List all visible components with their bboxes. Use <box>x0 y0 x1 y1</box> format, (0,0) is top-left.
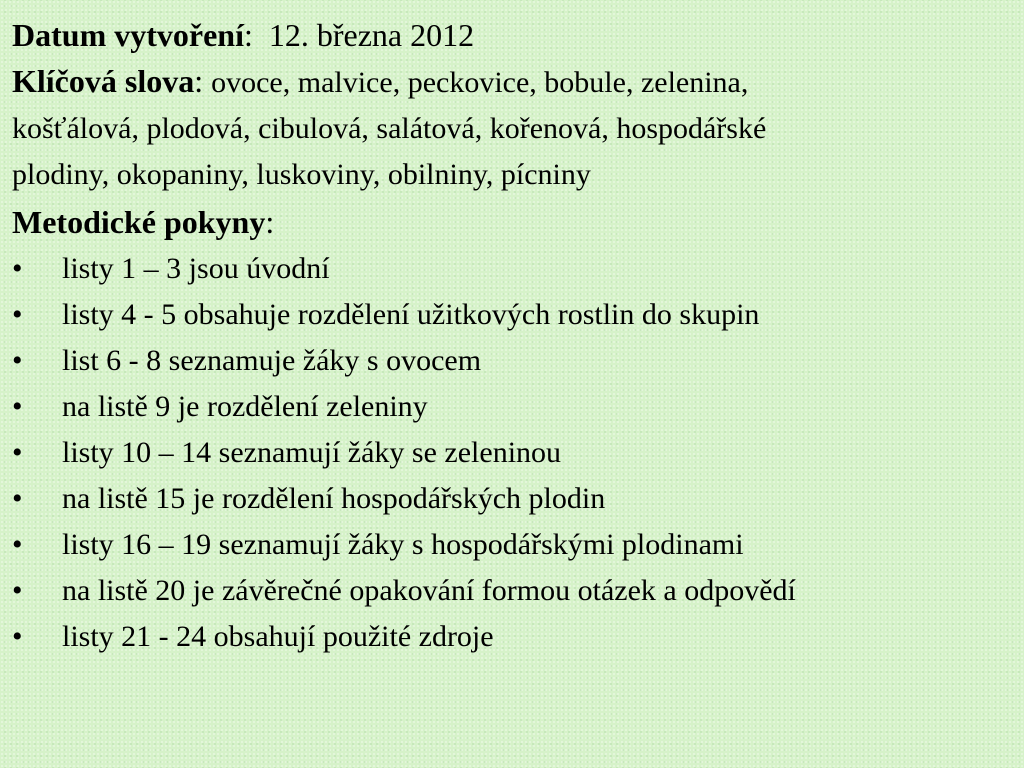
list-item <box>12 384 1014 430</box>
date-value: 12. března 2012 <box>268 17 475 53</box>
keywords-line-1 <box>12 58 1014 106</box>
bullet-icon: • <box>12 344 23 377</box>
bullet-icon: • <box>12 436 23 469</box>
list-item <box>12 522 1014 568</box>
list-item <box>12 338 1014 384</box>
list-item-text: listy 10 – 14 seznamují žáky se zeleninou <box>62 436 562 469</box>
list-item-text: listy 16 – 19 seznamují žáky s hospodářskými plodinami <box>62 528 744 561</box>
list-item-text: na listě 20 je závěrečné opakování formou otázek a odpovědí <box>62 574 796 607</box>
bullet-icon: • <box>12 620 23 653</box>
keywords-block <box>12 58 1014 198</box>
list-item-text: list 6 - 8 seznamuje žáky s ovocem <box>62 344 482 377</box>
keywords-text-1: ovoce, malvice, peckovice, bobule, zelenina, <box>211 66 749 99</box>
keywords-line-3: plodiny, okopaniny, luskoviny, obilniny, pícniny <box>12 158 591 191</box>
date-label: Datum vytvoření <box>12 17 244 53</box>
list-item-text: listy 1 – 3 jsou úvodní <box>62 252 330 285</box>
list-item-text: listy 4 - 5 obsahuje rozdělení užitkových rostlin do skupin <box>62 298 760 331</box>
bullet-icon: • <box>12 574 23 607</box>
list-item <box>12 476 1014 522</box>
list-item <box>12 246 1014 292</box>
method-separator: : <box>265 204 275 240</box>
bullet-icon: • <box>12 528 23 561</box>
date-line <box>12 12 1014 58</box>
keywords-separator: : <box>194 63 204 99</box>
list-item-text: na listě 9 je rozdělení zeleniny <box>62 390 428 423</box>
bullet-icon: • <box>12 482 23 515</box>
list-item <box>12 430 1014 476</box>
list-item <box>12 614 1014 660</box>
method-list <box>12 246 1014 660</box>
bullet-icon: • <box>12 298 23 331</box>
list-item-text: listy 21 - 24 obsahují použité zdroje <box>62 620 494 653</box>
list-item <box>12 568 892 614</box>
list-item <box>12 292 1014 338</box>
list-item-text: na listě 15 je rozdělení hospodářských plodin <box>62 482 606 515</box>
date-separator: : <box>243 17 253 53</box>
method-label: Metodické pokyny <box>12 204 266 240</box>
keywords-label: Klíčová slova <box>12 63 195 99</box>
keywords-line-2: košťálová, plodová, cibulová, salátová, kořenová, hospodářské <box>12 112 767 145</box>
bullet-icon: • <box>12 252 23 285</box>
method-heading <box>12 198 1014 246</box>
bullet-icon: • <box>12 390 23 423</box>
